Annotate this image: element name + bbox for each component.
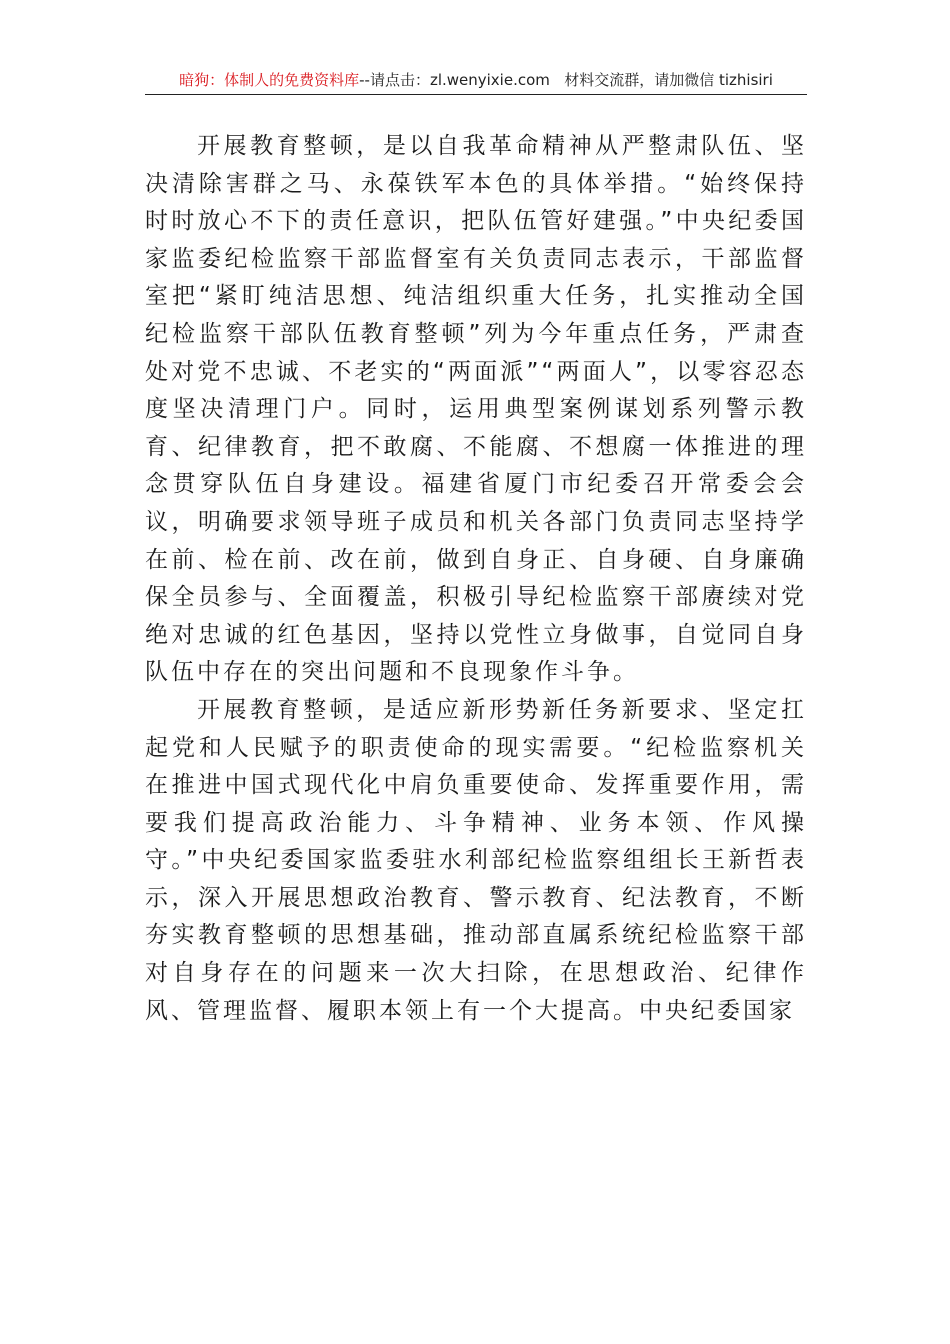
header-site-name: 暗狗：体制人的免费资料库 — [179, 71, 360, 89]
header-link-prompt: --请点击： — [359, 71, 430, 89]
document-body — [145, 128, 807, 1030]
paragraph-1: 开展教育整顿，是以自我革命精神从严整肃队伍、坚决清除害群之马、永葆铁军本色的具体举措。“始终保持时时放心不下的责任意识，把队伍管好建强。”中央纪委国家监委纪检监察干部监督室有关负责同志表示，干部监督室把“紧盯纯洁思想、纯洁组织重大任务，扎实推动全国纪检监察干部队伍教育整顿”列为今年重点任务，严肃查处对党不忠诚、不老实的“两面派”“两面人”，以零容忍态度坚决清理门户。同时，运用典型案例谋划系列警示教育、纪律教育，把不敢腐、不能腐、不想腐一体推进的理念贯穿队伍自身建设。福建省厦门市纪委召开常委会会议，明确要求领导班子成员和机关各部门负责同志坚持学在前、检在前、改在前，做到自身正、自身硬、自身廉确保全员参与、全面覆盖，积极引导纪检监察干部赓续对党绝对忠诚的红色基因，坚持以党性立身做事，自觉同自身队伍中存在的突出问题和不良现象作斗争。 — [145, 133, 807, 686]
paragraph-2: 开展教育整顿，是适应新形势新任务新要求、坚定扛起党和人民赋予的职责使命的现实需要。“纪检监察机关在推进中国式现代化中肩负重要使命、发挥重要作用，需要我们提高政治能力、斗争精神、业务本领、作风操守。”中央纪委国家监委驻水利部纪检监察组组长王新哲表示，深入开展思想政治教育、警示教育、纪法教育，不断夯实教育整顿的思想基础，推动部直属系统纪检监察干部对自身存在的问题来一次大扫除，在思想政治、纪律作风、管理监督、履职本领上有一个大提高。中央纪委国家 — [145, 696, 807, 1024]
header-url-link[interactable]: zl.wenyixie.com — [429, 71, 550, 89]
header-contact: 材料交流群，请加微信 tizhisiri — [564, 71, 773, 89]
page-header — [145, 68, 807, 95]
